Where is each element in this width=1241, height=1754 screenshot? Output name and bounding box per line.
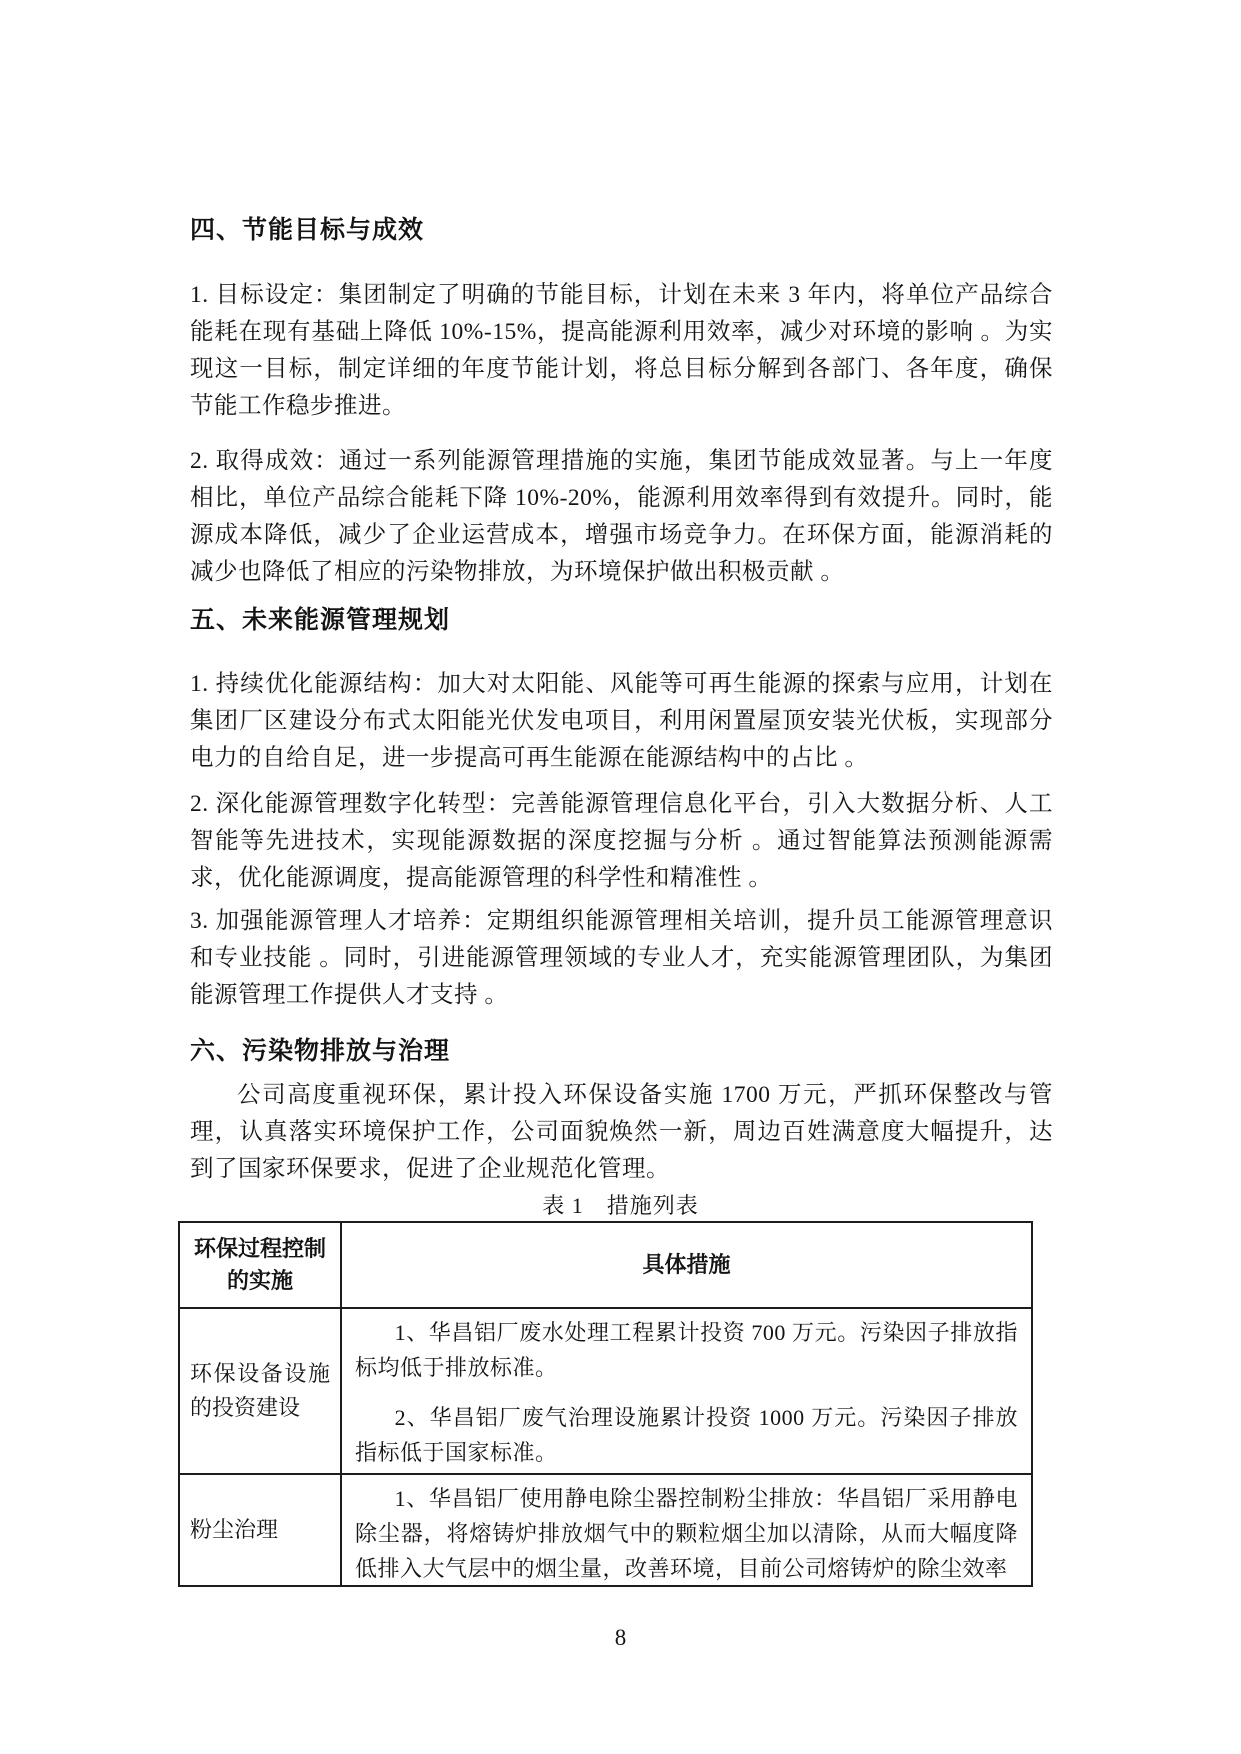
table-header-process-control: 环保过程控制的实施 [180,1223,342,1307]
section-heading-energy-saving-goals: 四、节能目标与成效 [190,216,425,244]
measure-item: 1、华昌铝厂废水处理工程累计投资 700 万元。污染因子排放指标均低于排放标准。 [355,1320,1018,1380]
measures-table [178,1221,1033,1587]
paragraph-environmental-investment: 公司高度重视环保，累计投入环保设备实施 1700 万元，严抓环保整改与管理，认真落实环境保护工作，公司面貌焕然一新，周边百姓满意度大幅提升，达到了国家环保要求，促进了企业规范化管理。 [190,1082,1053,1182]
paragraph-goal-setting: 1. 目标设定：集团制定了明确的节能目标，计划在未来 3 年内，将单位产品综合能耗在现有基础上降低 10%-15%，提高能源利用效率，减少对环境的影响 。为实现这一目标，制定详细的年度节能计划，将总目标分解到各部门、各年度，确保节能工作稳步推进。 [190,282,1053,419]
measure-item: 2、华昌铝厂废气治理设施累计投资 1000 万元。污染因子排放指标低于国家标准。 [355,1405,1018,1465]
table-row-dust-control [180,1473,1031,1585]
table-header-specific-measures: 具体措施 [642,1252,731,1277]
section-heading-pollutant-control: 六、污染物排放与治理 [190,1037,451,1065]
section-heading-future-energy-planning: 五、未来能源管理规划 [190,606,451,634]
paragraph-talent-training: 3. 加强能源管理人才培养：定期组织能源管理相关培训，提升员工能源管理意识和专业技能 。同时，引进能源管理领域的专业人才，充实能源管理团队，为集团能源管理工作提供人才支持 。 [190,908,1053,1008]
table-row-equipment-investment [180,1307,1031,1473]
paragraph-achievements: 2. 取得成效：通过一系列能源管理措施的实施，集团节能成效显著。与上一年度相比，单位产品综合能耗下降 10%-20%，能源利用效率得到有效提升。同时，能源成本降低，减少了企业运营成本，增强市场竞争力。在环保方面，能源消耗的减少也降低了相应的污染物排放，为环境保护做出积极贡献 。 [190,448,1053,585]
row-label-dust-control: 粉尘治理 [180,1475,342,1585]
table-caption: 表 1 措施列表 [542,1193,699,1218]
paragraph-digital-transformation: 2. 深化能源管理数字化转型：完善能源管理信息化平台，引入大数据分析、人工智能等先进技术，实现能源数据的深度挖掘与分析 。通过智能算法预测能源需求，优化能源调度，提高能源管理的科学性和精准性 。 [190,791,1053,891]
row-content-dust-control [342,1475,1031,1585]
paragraph-optimize-energy-structure: 1. 持续优化能源结构：加大对太阳能、风能等可再生能源的探索与应用，计划在集团厂区建设分布式太阳能光伏发电项目，利用闲置屋顶安装光伏板，实现部分电力的自给自足，进一步提高可再生能源在能源结构中的占比 。 [190,671,1053,771]
row-label-equipment-investment: 环保设备设施的投资建设 [180,1309,342,1473]
measure-item: 1、华昌铝厂使用静电除尘器控制粉尘排放：华昌铝厂采用静电除尘器，将熔铸炉排放烟气中的颗粒烟尘加以清除，从而大幅度降低排入大气层中的烟尘量，改善环境，目前公司熔铸炉的除尘效率 [355,1486,1018,1581]
row-content-equipment-investment [342,1309,1031,1473]
page-number: 8 [614,1625,627,1650]
table-header-row [180,1223,1031,1307]
